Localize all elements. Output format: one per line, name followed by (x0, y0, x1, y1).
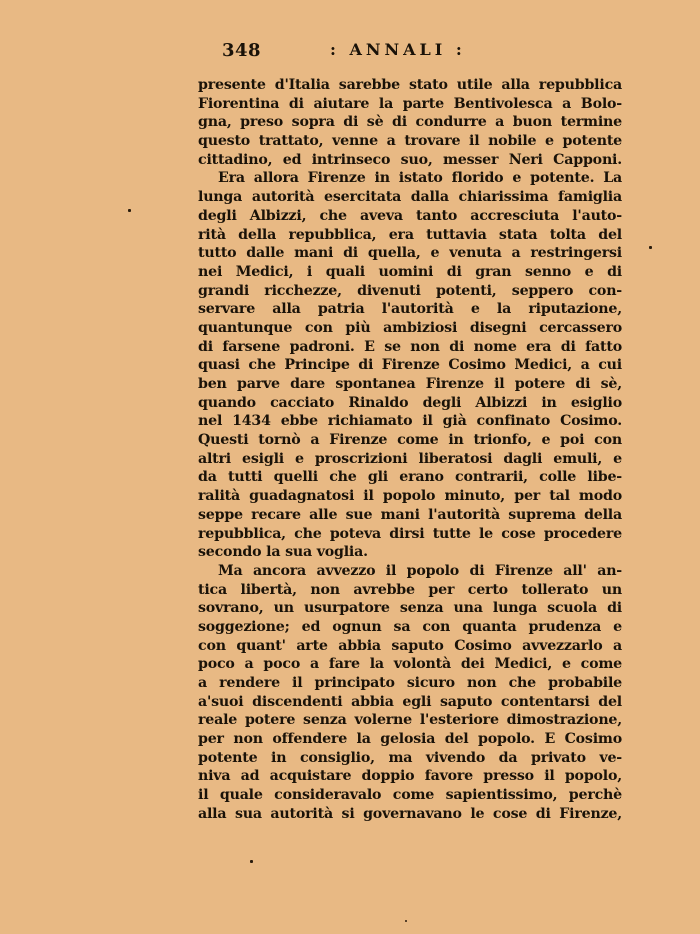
text-line: niva ad acquistare doppio favore presso il popolo, (198, 768, 622, 785)
text-line: ralità guadagnatosi il popolo minuto, per tal modo (198, 488, 622, 505)
text-line: di farsene padroni. E se non di nome era di fatto (198, 338, 622, 355)
text-line: nei Medici, i quali uomini di gran senno e di (198, 263, 622, 280)
text-line: presente d'Italia sarebbe stato utile alla repubblica (198, 77, 622, 93)
text-line: il quale consideravalo come sapientissimo, perchè (198, 787, 622, 804)
text-line: degli Albizzi, che aveva tanto accresciuta l'auto- (198, 207, 622, 224)
text-line: seppe recare alle sue mani l'autorità suprema della (198, 506, 622, 523)
text-line: lunga autorità esercitata dalla chiarissima famiglia (198, 189, 622, 206)
scan-speck (250, 860, 253, 863)
text-line: secondo la sua voglia. (198, 544, 368, 561)
text-line: Questi tornò a Firenze come in trionfo, e poi con (198, 432, 622, 449)
text-line: reale potere senza volerne l'esteriore dimostrazione, (198, 712, 622, 729)
text-line: quando cacciato Rinaldo degli Albizzi in esiglio (198, 394, 622, 411)
text-line: con quant' arte abbia saputo Cosimo avvezzarlo a (198, 637, 622, 654)
text-line: a rendere il principato sicuro non che probabile (198, 675, 622, 691)
text-line: tica libertà, non avrebbe per certo tollerato un (198, 581, 622, 598)
text-line: alla sua autorità si governavano le cose di Firenze, (198, 805, 622, 822)
text-line: ben parve dare spontanea Firenze il potere di sè, (198, 376, 622, 392)
text-line: tutto dalle mani di quella, e venuta a restringersi (198, 245, 622, 262)
body-text (198, 76, 622, 824)
text-line: sovrano, un usurpatore senza una lunga scuola di (198, 600, 622, 617)
text-line: servare alla patria l'autorità e la riputazione, (198, 301, 622, 318)
text-line: per non offendere la gelosia del popolo. E Cosimo (198, 731, 622, 748)
text-line: da tutti quelli che gli erano contrarii, colle libe- (198, 469, 622, 486)
text-line: questo trattato, venne a trovare il nobile e potente (198, 133, 622, 150)
text-line: a'suoi discendenti abbia egli saputo contentarsi del (198, 693, 622, 710)
text-line: cittadino, ed intrinseco suo, messer Neri Capponi. (198, 151, 622, 168)
text-line: soggezione; ed ognun sa con quanta prudenza e (198, 618, 622, 635)
text-line: quantunque con più ambiziosi disegni cercassero (198, 319, 622, 336)
running-title: : ANNALI : (330, 40, 466, 59)
text-line: potente in consiglio, ma vivendo da privato ve- (198, 749, 622, 766)
scan-speck (649, 246, 652, 249)
text-line: rità della repubblica, era tuttavia stata tolta del (198, 226, 622, 243)
text-line: Fiorentina di aiutare la parte Bentivolesca a Bolo- (198, 95, 622, 112)
text-line: Era allora Firenze in istato florido e potente. La (218, 170, 622, 187)
text-line: quasi che Principe di Firenze Cosimo Medici, a cui (198, 357, 622, 374)
text-line: gna, preso sopra di sè di condurre a buon termine (198, 114, 622, 131)
text-line: repubblica, che poteva dirsi tutte le cose procedere (198, 525, 622, 542)
text-line: grandi ricchezze, divenuti potenti, seppero con- (198, 282, 622, 299)
page-header (222, 40, 622, 64)
text-line: Ma ancora avvezzo il popolo di Firenze all' an- (218, 562, 622, 579)
page-number: 348 (222, 40, 262, 61)
text-line: poco a poco a fare la volontà dei Medici, e come (198, 656, 622, 673)
text-line: altri esigli e proscrizioni liberatosi dagli emuli, e (198, 450, 622, 467)
scan-speck (405, 920, 407, 922)
scan-speck (128, 209, 131, 212)
text-line: nel 1434 ebbe richiamato il già confinato Cosimo. (198, 413, 622, 430)
